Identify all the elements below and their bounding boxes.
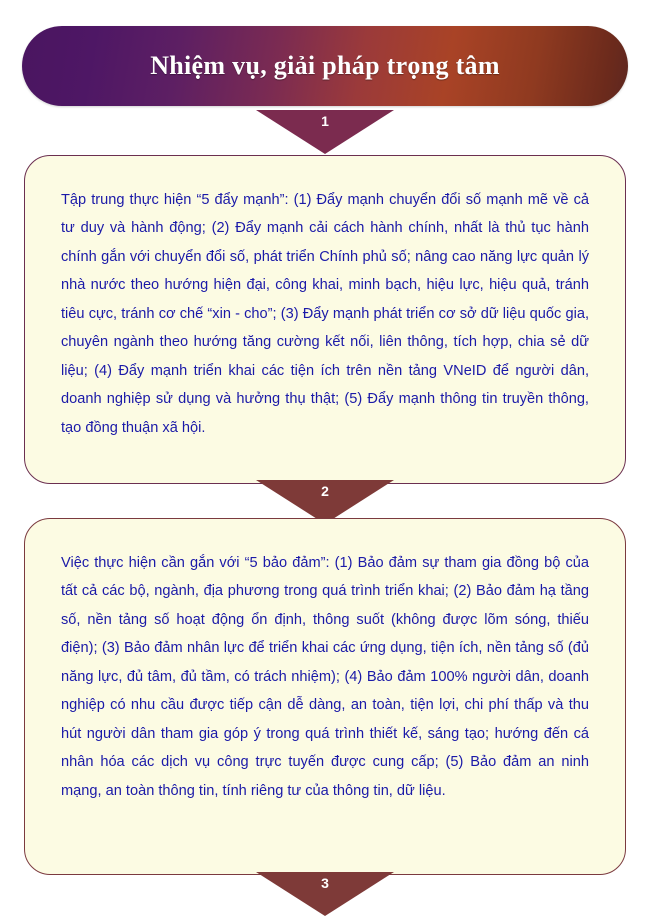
connector-label-2: 2 bbox=[321, 483, 329, 499]
content-box-2 bbox=[24, 518, 626, 875]
header-banner bbox=[22, 26, 628, 106]
content-box-1-text: Tập trung thực hiện “5 đẩy mạnh”: (1) Đẩy mạnh chuyển đổi số mạnh mẽ về cả tư duy và hành động; (2) Đẩy mạnh cải cách hành chính, nhất là thủ tục hành chính gắn với chuyển đổi số, phát triển Chính phủ số; nâng cao năng lực quản lý nhà nước theo hướng hiện đại, công khai, minh bạch, hiệu lực, hiệu quả, tránh tiêu cực, tránh cơ chế “xin - cho”; (3) Đẩy mạnh phát triển cơ sở dữ liệu quốc gia, chuyên ngành theo hướng tăng cường kết nối, liên thông, tích hợp, chia sẻ dữ liệu; (4) Đẩy mạnh triển khai các tiện ích trên nền tảng VNeID để người dân, doanh nghiệp sử dụng và hưởng thụ thật; (5) Đẩy mạnh thông tin truyền thông, tạo đồng thuận xã hội. bbox=[61, 192, 589, 436]
connector-label-3: 3 bbox=[321, 875, 329, 891]
connector-arrow-3 bbox=[256, 872, 394, 916]
content-box-2-text: Việc thực hiện cần gắn với “5 bảo đảm”: (1) Bảo đảm sự tham gia đồng bộ của tất cả các bộ, ngành, địa phương trong quá trình triển khai; (2) Bảo đảm hạ tầng số, nền tảng số hoạt động ổn định, thông suốt (không được lõm sóng, thiếu điện); (3) Bảo đảm nhân lực để triển khai các ứng dụng, tiện ích, nền tảng số (đủ năng lực, đủ tâm, đủ tầm, có trách nhiệm); (4) Bảo đảm 100% người dân, doanh nghiệp có nhu cầu được tiếp cận dễ dàng, an toàn, tiện lợi, chi phí thấp và thu hút người dân tham gia góp ý trong quá trình thiết kế, sáng tạo; hướng đến cá nhân hóa các dịch vụ công trực tuyến được cung cấp; (5) Bảo đảm an ninh mạng, an toàn thông tin, tính riêng tư của thông tin, dữ liệu. bbox=[61, 555, 589, 799]
content-box-1 bbox=[24, 155, 626, 484]
connector-arrow-1 bbox=[256, 110, 394, 154]
connector-label-1: 1 bbox=[321, 113, 329, 129]
page-title: Nhiệm vụ, giải pháp trọng tâm bbox=[150, 51, 500, 80]
